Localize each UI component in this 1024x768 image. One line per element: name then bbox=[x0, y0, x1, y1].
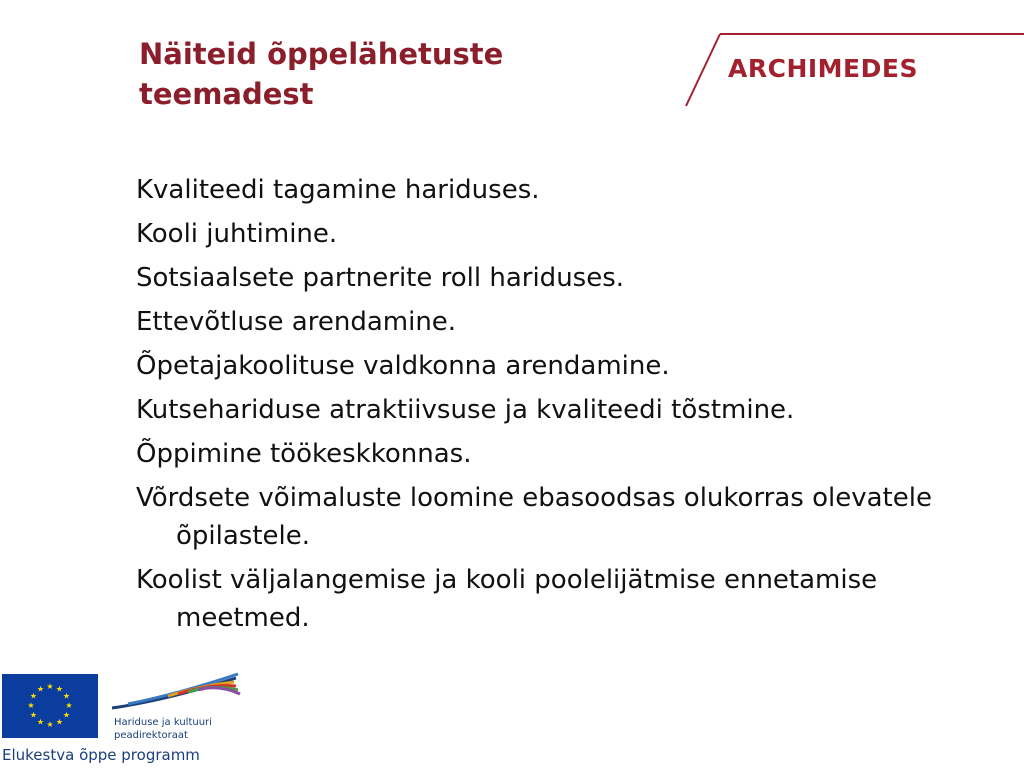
svg-text:★: ★ bbox=[46, 720, 54, 729]
topic-list bbox=[136, 171, 976, 643]
svg-text:★: ★ bbox=[36, 717, 45, 727]
svg-text:★: ★ bbox=[46, 682, 54, 691]
svg-text:★: ★ bbox=[29, 691, 38, 701]
svg-text:★: ★ bbox=[27, 701, 35, 710]
topic-item: Võrdsete võimaluste loomine ebasoodsas olukorras olevatele õpilastele. bbox=[136, 483, 932, 551]
dg-education-culture-logo-icon bbox=[108, 670, 242, 746]
dept-logo-swoosh bbox=[108, 670, 242, 716]
topic-item: Kutsehariduse atraktiivsuse ja kvaliteedi tõstmine. bbox=[136, 395, 795, 425]
svg-text:★: ★ bbox=[62, 691, 71, 701]
svg-text:★: ★ bbox=[55, 717, 64, 727]
svg-text:★: ★ bbox=[36, 684, 45, 694]
dept-logo-text bbox=[114, 716, 212, 742]
svg-text:★: ★ bbox=[65, 701, 73, 710]
svg-text:★: ★ bbox=[62, 710, 71, 720]
topic-item: Ettevõtluse arendamine. bbox=[136, 307, 457, 337]
topic-item: Õpetajakoolituse valdkonna arendamine. bbox=[136, 351, 670, 381]
svg-text:★: ★ bbox=[29, 710, 38, 720]
slide-title: Näiteid õppelähetuste teemadest bbox=[139, 37, 504, 111]
topic-item: Kooli juhtimine. bbox=[136, 219, 338, 249]
topic-item: Kvaliteedi tagamine hariduses. bbox=[136, 175, 540, 205]
dept-line-1: Hariduse ja kultuuri bbox=[114, 717, 212, 728]
topic-item: Õppimine töökeskkonnas. bbox=[136, 439, 472, 469]
archimedes-logo-icon bbox=[680, 30, 1024, 110]
svg-text:★: ★ bbox=[55, 684, 64, 694]
program-name: Elukestva õppe programm bbox=[2, 746, 200, 764]
topic-item: Sotsiaalsete partnerite roll hariduses. bbox=[136, 263, 625, 293]
archimedes-logo-text: ARCHIMEDES bbox=[728, 54, 918, 83]
eu-flag-icon bbox=[2, 674, 98, 738]
topic-item: Koolist väljalangemise ja kooli poolelijätmise ennetamise meetmed. bbox=[136, 565, 878, 633]
dept-line-2: peadirektoraat bbox=[114, 730, 188, 741]
